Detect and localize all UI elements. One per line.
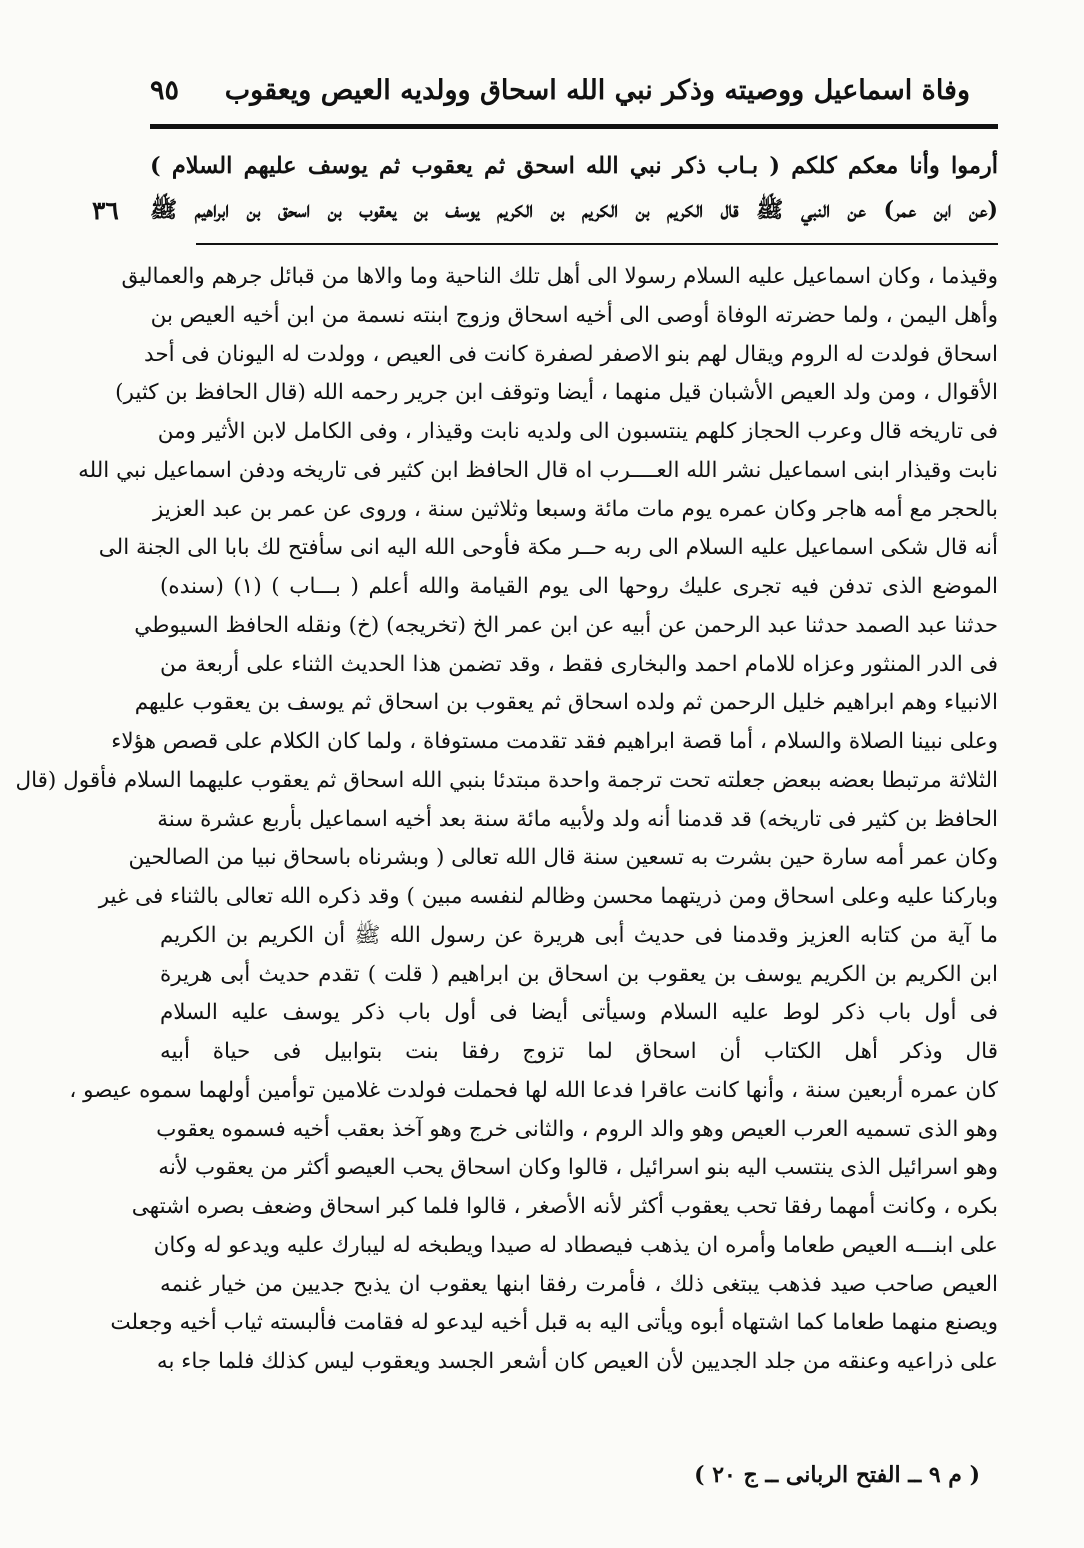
text-line: العيص صاحب صيد فذهب يبتغى ذلك ، فأمرت رفقا ابنها يعقوب ان يذبح جديين من خيار غنمه <box>160 1271 998 1297</box>
text-line: وهو اسرائيل الذى ينتسب اليه بنو اسرائيل ، قالوا وكان اسحاق يحب العيصو أكثر من يعقوب لأنه <box>158 1155 998 1181</box>
text-line: بكره ، وكانت أمهما رفقا تحب يعقوب أكثر لأنه الأصغر ، قالوا فلما كبر اسحاق وضعف بصره اشتهى <box>131 1194 998 1219</box>
header-rule <box>150 124 998 129</box>
text-line: قال وذكر أهل الكتاب أن اسحاق لما تزوج رفقا بنت بتوابيل فى حياة أبيه <box>160 1039 998 1064</box>
section-heading-line-2: (عن ابن عمر) عن النبي ﷺ قال الكريم بن الكريم بن الكريم يوسف بن يعقوب بن اسحق بن ابراهيم ﷺ <box>150 197 998 223</box>
text-line: وباركنا عليه وعلى اسحاق ومن ذريتهما محسن وظالم لنفسه مبين ) وقد ذكره الله تعالى بالثناء فى غير <box>98 884 998 909</box>
text-line: فى الدر المنثور وعزاه للامام احمد والبخارى فقط ، وقد تضمن هذا الحديث الثناء على أربعة من <box>160 651 998 677</box>
text-line: بالحجر مع أمه هاجر وكان عمره يوم مات مائة وسبعا وثلاثين سنة ، وروى عن عمر بن عبد العزيز <box>152 496 998 522</box>
text-line: وقيذما ، وكان اسماعيل عليه السلام رسولا الى أهل تلك الناحية وما والاها من قبائل جرهم والعماليق <box>121 264 998 289</box>
text-line: نابت وقيذار ابنى اسماعيل نشر الله العــــرب اه قال الحافظ ابن كثير فى تاريخه ودفن اسماعيل نبي الله <box>78 457 998 483</box>
page-footer: ( م ٩ ــ الفتح الربانى ــ ج ٢٠ ) <box>694 1462 980 1488</box>
text-line: ما آية من كتابه العزيز وقدمنا فى حديث أبى هريرة عن رسول الله ﷺ أن الكريم بن الكريم <box>160 922 998 948</box>
text-line: ابن الكريم بن الكريم يوسف بن يعقوب بن اسحاق بن ابراهيم ( قلت ) تقدم حديث أبى هريرة <box>160 961 998 987</box>
text-line: حدثنا عبد الصمد حدثنا عبد الرحمن عن أبيه عن ابن عمر الخ (تخريجه) (خ) ونقله الحافظ السيوطي <box>134 612 998 638</box>
text-line: كان عمره أربعين سنة ، وأنها كانت عاقرا فدعا الله لها فحملت فولدت غلامين توأمين أولهما سموه عيصو ، <box>69 1077 998 1103</box>
text-line: الحافظ بن كثير فى تاريخه) قد قدمنا أنه ولد ولأبيه مائة سنة بعد أخيه اسماعيل بأربع عشرة سنة <box>157 806 998 832</box>
header-title: وفاة اسماعيل ووصيته وذكر نبي الله اسحاق وولديه العيص ويعقوب <box>224 74 970 106</box>
text-line: الموضع الذى تدفن فيه تجرى عليك روحها الى يوم القيامة والله أعلم ( بـــاب ) (١) (سنده) <box>160 574 998 599</box>
text-line: فى تاريخه قال وعرب الحجاز كلهم ينتسبون الى ولديه نابت وقيذار ، وفى الكامل لابن الأثير ومن <box>157 419 998 444</box>
text-line: الانبياء وهم ابراهيم خليل الرحمن ثم ولده اسحاق ثم يعقوب بن اسحاق ثم يوسف بن يعقوب عليهم <box>134 690 998 716</box>
text-line: على ابنـــه العيص طعاما وأمره ان يذهب فيصطاد له صيدا ويطبخه له ليبارك عليه ويدعو له وكان <box>153 1232 998 1258</box>
text-line: وعلى نبينا الصلاة والسلام ، أما قصة ابراهيم فقد تقدمت مستوفاة ، ولما كان الكلام على قصص هؤلاء <box>111 729 998 754</box>
page-number: ٩٥ <box>150 74 180 106</box>
text-line: وكان عمر أمه سارة حين بشرت به تسعين سنة قال الله تعالى ( وبشرناه باسحاق نبيا من الصالحين <box>128 845 998 871</box>
text-line: وهو الذى تسميه العرب العيص وهو والد الروم ، والثانى خرج وهو آخذ بعقب أخيه فسموه يعقوب <box>156 1116 998 1142</box>
text-line: على ذراعيه وعنقه من جلد الجديين لأن العيص كان أشعر الجسد ويعقوب ليس كذلك فلما جاء به <box>156 1349 998 1374</box>
text-line: ويصنع منهما طعاما كما اشتهاه أبوه ويأتى اليه به قبل أخيه ليدعو له فقامت فألبسته ثياب أخيه وجعلت <box>110 1310 998 1336</box>
commentary-text <box>15 258 998 1382</box>
section-heading-line-1: أرموا وأنا معكم كلكم ( بـاب ذكر نبي الله اسحق ثم يعقوب ثم يوسف عليهم السلام ) <box>150 153 998 179</box>
text-line: أنه قال شكى اسماعيل عليه السلام الى ربه حــر مكة فأوحى الله اليه انى سأفتح لك بابا الى الجنة الى <box>98 535 998 561</box>
section-rule <box>196 243 998 245</box>
text-line: الأقوال ، ومن ولد العيص الأشبان قيل منهما ، أيضا وتوقف ابن جرير رحمه الله (قال الحافظ بن كثير) <box>115 380 998 406</box>
text-line: فى أول باب ذكر لوط عليه السلام وسيأتى أيضا فى أول باب ذكر يوسف عليه السلام <box>160 1000 998 1026</box>
running-header <box>150 62 970 118</box>
text-line: الثلاثة مرتبطا بعضه ببعض جعلته تحت ترجمة واحدة مبتدئا بنبي الله اسحاق ثم يعقوب عليهما السلام فأقول (قال <box>15 767 998 793</box>
text-line: وأهل اليمن ، ولما حضرته الوفاة أوصى الى أخيه اسحاق وزوج ابنته نسمة من ابن أخيه العيص بن <box>150 302 998 328</box>
margin-note: ٣٦ <box>92 196 119 225</box>
text-line: اسحاق فولدت له الروم ويقال لهم بنو الاصفر لصفرة كانت فى العيص ، وولدت له اليونان فى أحد <box>144 341 998 367</box>
